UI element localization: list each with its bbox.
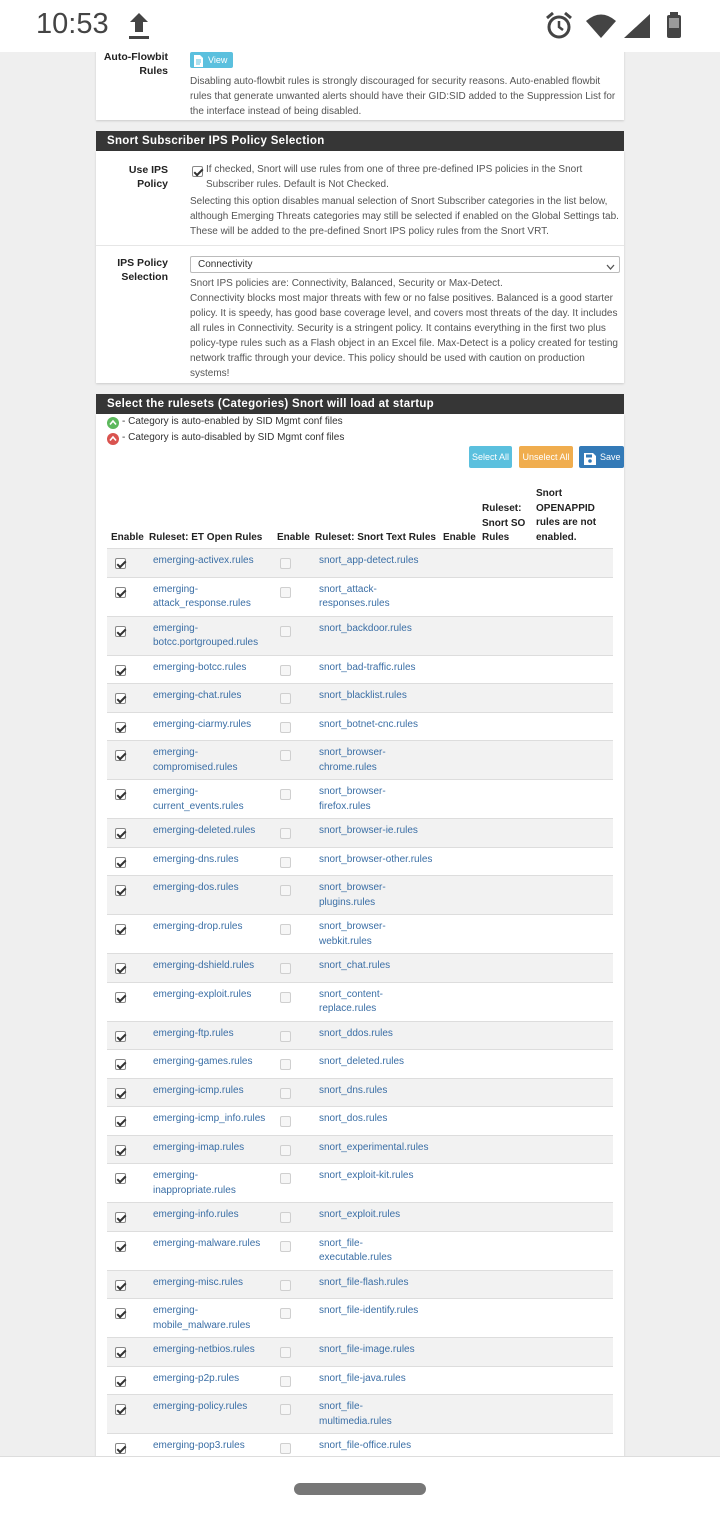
table-row bbox=[107, 1270, 613, 1300]
snort-rule-checkbox[interactable] bbox=[280, 693, 291, 704]
snort-rule-checkbox[interactable] bbox=[280, 1145, 291, 1156]
et-rule-checkbox[interactable] bbox=[115, 924, 126, 935]
unselect-all-button[interactable]: Unselect All bbox=[519, 446, 573, 468]
snort-rule-checkbox[interactable] bbox=[280, 1088, 291, 1099]
snort-rule-link-text: snort_exploit.rules bbox=[319, 1209, 401, 1220]
et-rule-checkbox[interactable] bbox=[115, 1059, 126, 1070]
snort-rule-checkbox[interactable] bbox=[280, 722, 291, 733]
et-rule-checkbox[interactable] bbox=[115, 1241, 126, 1252]
snort-rule-checkbox[interactable] bbox=[280, 857, 291, 868]
et-rule-checkbox[interactable] bbox=[115, 828, 126, 839]
table-row bbox=[107, 1049, 613, 1079]
et-rule-link-text: current_events.rules bbox=[153, 800, 244, 812]
ips-section-header: Snort Subscriber IPS Policy Selection bbox=[96, 131, 624, 151]
et-rule-link[interactable] bbox=[153, 1084, 278, 1099]
snort-rule-link-text: snort_ddos.rules bbox=[319, 1027, 393, 1039]
snort-rule-checkbox[interactable] bbox=[280, 1173, 291, 1184]
et-rule-checkbox[interactable] bbox=[115, 789, 126, 800]
snort-rule-link[interactable] bbox=[319, 1208, 449, 1223]
et-rule-checkbox[interactable] bbox=[115, 1308, 126, 1319]
ips-policy-panel bbox=[96, 151, 624, 383]
wifi-icon bbox=[584, 10, 618, 47]
et-rule-checkbox[interactable] bbox=[115, 1443, 126, 1454]
snort-rule-checkbox[interactable] bbox=[280, 1280, 291, 1291]
et-rule-link[interactable] bbox=[153, 1439, 278, 1454]
et-rule-link-text: emerging-icmp_info.rules bbox=[153, 1113, 266, 1124]
et-rule-link-text: compromised.rules bbox=[153, 761, 238, 773]
snort-rule-link-text: snort_browser-other.rules bbox=[319, 853, 433, 865]
table-row bbox=[107, 1021, 613, 1051]
et-rule-link-text: emerging-botcc.rules bbox=[153, 661, 247, 673]
et-rule-link[interactable] bbox=[153, 1304, 278, 1333]
save-label: Save bbox=[600, 452, 621, 462]
snort-rule-link-text: snort_dos.rules bbox=[319, 1113, 388, 1124]
use-ips-label: Use IPS Policy bbox=[128, 164, 168, 190]
save-button[interactable] bbox=[579, 446, 624, 468]
snort-rule-link[interactable] bbox=[319, 1055, 449, 1070]
et-rule-link[interactable] bbox=[153, 583, 278, 612]
snort-rule-checkbox[interactable] bbox=[280, 750, 291, 761]
snort-rule-link-text: executable.rules bbox=[319, 1252, 392, 1263]
snort-rule-checkbox[interactable] bbox=[280, 1031, 291, 1042]
snort-rule-link-text: snort_browser- bbox=[319, 921, 386, 932]
snort-rule-link-text: multimedia.rules bbox=[319, 1415, 392, 1427]
snort-rule-link-text: snort_botnet-cnc.rules bbox=[319, 718, 418, 730]
et-rule-link-text: emerging- bbox=[153, 786, 199, 797]
et-rule-link-text: emerging-p2p.rules bbox=[153, 1372, 240, 1384]
snort-rule-link[interactable] bbox=[319, 583, 449, 612]
et-rule-link[interactable] bbox=[153, 1343, 278, 1358]
snort-rule-link-text: chrome.rules bbox=[319, 761, 377, 773]
et-rule-checkbox[interactable] bbox=[115, 665, 126, 676]
et-rule-link-text: emerging- bbox=[153, 583, 199, 595]
table-row bbox=[107, 1078, 613, 1108]
et-rule-link-text: emerging-pop3.rules bbox=[153, 1440, 245, 1451]
et-rule-link[interactable] bbox=[153, 1276, 278, 1291]
et-rule-link[interactable] bbox=[153, 920, 278, 935]
et-rule-link[interactable] bbox=[153, 824, 278, 839]
et-rule-link-text: emerging- bbox=[153, 1170, 199, 1181]
snort-rule-link-text: snort_backdoor.rules bbox=[319, 622, 412, 634]
table-row bbox=[107, 1163, 613, 1203]
auto-flowbit-label: Auto-Flowbit Rules bbox=[103, 52, 168, 77]
navigation-bar bbox=[0, 1456, 720, 1521]
et-rule-checkbox[interactable] bbox=[115, 1145, 126, 1156]
table-row bbox=[107, 1366, 613, 1396]
auto-flowbit-panel bbox=[96, 52, 624, 120]
et-rule-link[interactable] bbox=[153, 1169, 278, 1198]
col-enable-et: Enable bbox=[111, 532, 144, 543]
snort-rule-link[interactable] bbox=[319, 1304, 449, 1319]
et-rule-link[interactable] bbox=[153, 785, 278, 814]
et-rule-checkbox[interactable] bbox=[115, 1404, 126, 1415]
battery-icon bbox=[664, 10, 684, 47]
snort-rule-link[interactable] bbox=[319, 920, 449, 949]
et-rule-link-text: emerging-info.rules bbox=[153, 1209, 239, 1220]
col-enable-snort: Enable bbox=[277, 532, 310, 543]
table-row bbox=[107, 914, 613, 954]
et-rule-checkbox[interactable] bbox=[115, 1116, 126, 1127]
snort-rule-link[interactable] bbox=[319, 1237, 449, 1266]
et-rule-checkbox[interactable] bbox=[115, 1212, 126, 1223]
snort-rule-link[interactable] bbox=[319, 718, 449, 733]
document-icon bbox=[194, 54, 203, 72]
et-rule-checkbox[interactable] bbox=[115, 885, 126, 896]
snort-rule-link[interactable] bbox=[319, 1439, 449, 1454]
legend-enabled-text: - Category is auto-enabled by SID Mgmt conf files bbox=[122, 416, 343, 427]
snort-rule-link[interactable] bbox=[319, 959, 449, 974]
snort-rule-checkbox[interactable] bbox=[280, 1241, 291, 1252]
et-rule-link-text: emerging- bbox=[153, 622, 199, 634]
snort-rule-link[interactable] bbox=[319, 1084, 449, 1099]
et-rule-checkbox[interactable] bbox=[115, 1280, 126, 1291]
et-rule-link-text: emerging-ftp.rules bbox=[153, 1027, 234, 1039]
snort-rule-link[interactable] bbox=[319, 1372, 449, 1387]
et-rule-link-text: emerging-games.rules bbox=[153, 1056, 253, 1067]
snort-rule-link-text: snort_browser- bbox=[319, 747, 386, 758]
snort-rule-checkbox[interactable] bbox=[280, 924, 291, 935]
status-bar bbox=[0, 0, 720, 52]
et-rule-link[interactable] bbox=[153, 554, 278, 569]
et-rule-link-text: attack_response.rules bbox=[153, 598, 251, 609]
snort-rule-checkbox[interactable] bbox=[280, 587, 291, 598]
et-rule-link-text: emerging-dshield.rules bbox=[153, 960, 255, 971]
auto-disabled-icon bbox=[107, 432, 119, 450]
et-rule-checkbox[interactable] bbox=[115, 1376, 126, 1387]
snort-rule-link-text: snort_browser-ie.rules bbox=[319, 825, 418, 836]
table-row bbox=[107, 779, 613, 819]
table-row bbox=[107, 1106, 613, 1136]
snort-rule-checkbox[interactable] bbox=[280, 1443, 291, 1454]
et-rule-checkbox[interactable] bbox=[115, 750, 126, 761]
et-rule-checkbox[interactable] bbox=[115, 857, 126, 868]
snort-rule-link[interactable] bbox=[319, 1400, 449, 1429]
page-content bbox=[0, 52, 720, 1456]
status-time: 10:53 bbox=[36, 8, 109, 40]
table-row bbox=[107, 1202, 613, 1232]
snort-rule-link-text: plugins.rules bbox=[319, 896, 376, 908]
et-rule-link-text: emerging-netbios.rules bbox=[153, 1344, 255, 1355]
snort-rule-checkbox[interactable] bbox=[280, 1212, 291, 1223]
legend-disabled-text: - Category is auto-disabled by SID Mgmt conf files bbox=[122, 432, 345, 443]
et-rule-link-text: emerging-ciarmy.rules bbox=[153, 718, 252, 730]
ips-policy-desc1: Snort IPS policies are: Connectivity, Balanced, Security or Max-Detect. bbox=[190, 278, 503, 289]
snort-rule-checkbox[interactable] bbox=[280, 1059, 291, 1070]
snort-rule-link-text: snort_content- bbox=[319, 988, 383, 1000]
et-rule-link-text: emerging-icmp.rules bbox=[153, 1084, 244, 1096]
et-rule-link-text: emerging-imap.rules bbox=[153, 1141, 245, 1153]
snort-rule-link-text: snort_browser- bbox=[319, 786, 386, 797]
et-rule-link-text: inappropriate.rules bbox=[153, 1184, 236, 1196]
et-rule-link[interactable] bbox=[153, 988, 278, 1003]
et-rule-checkbox[interactable] bbox=[115, 558, 126, 569]
snort-rule-link-text: snort_browser- bbox=[319, 882, 386, 893]
table-row bbox=[107, 1231, 613, 1271]
et-rule-link-text: emerging- bbox=[153, 747, 199, 758]
snort-rule-link[interactable] bbox=[319, 622, 449, 637]
snort-rule-link[interactable] bbox=[319, 689, 449, 704]
snort-rule-link-text: snort_file-java.rules bbox=[319, 1372, 406, 1384]
ips-policy-label: IPS Policy Selection bbox=[117, 257, 168, 283]
et-rule-link-text: emerging-chat.rules bbox=[153, 690, 242, 701]
snort-rule-link-text: snort_blacklist.rules bbox=[319, 690, 407, 701]
snort-rule-checkbox[interactable] bbox=[280, 992, 291, 1003]
et-rule-link-text: emerging-activex.rules bbox=[153, 555, 254, 566]
snort-rule-link-text: snort_file-flash.rules bbox=[319, 1276, 409, 1288]
home-gesture-pill[interactable] bbox=[294, 1483, 426, 1495]
snort-rule-link-text: snort_deleted.rules bbox=[319, 1056, 405, 1067]
snort-rule-link[interactable] bbox=[319, 661, 449, 676]
rulesets-section-header: Select the rulesets (Categories) Snort will load at startup bbox=[96, 394, 624, 414]
snort-rule-link-text: snort_dns.rules bbox=[319, 1084, 388, 1096]
et-rule-link-text: emerging-malware.rules bbox=[153, 1237, 261, 1249]
snort-rule-checkbox[interactable] bbox=[280, 828, 291, 839]
col-et-open-rules: Ruleset: ET Open Rules bbox=[149, 532, 263, 543]
et-rule-link[interactable] bbox=[153, 853, 278, 868]
snort-rule-link[interactable] bbox=[319, 1027, 449, 1042]
et-rule-link[interactable] bbox=[153, 1372, 278, 1387]
snort-rule-link-text: snort_exploit-kit.rules bbox=[319, 1170, 414, 1181]
table-row bbox=[107, 712, 613, 742]
use-ips-text: If checked, Snort will use rules from one of three pre-defined IPS policies in the Snort Subscriber rules. Default is Not Checked. bbox=[206, 164, 583, 190]
signal-icon bbox=[622, 10, 652, 47]
snort-rule-link-text: snort_attack- bbox=[319, 583, 377, 595]
et-rule-link[interactable] bbox=[153, 746, 278, 775]
snort-rule-link-text: firefox.rules bbox=[319, 800, 371, 812]
table-row bbox=[107, 740, 613, 780]
use-ips-checkbox[interactable] bbox=[192, 166, 203, 177]
snort-rule-link[interactable] bbox=[319, 881, 449, 910]
view-button-label: View bbox=[208, 55, 228, 65]
col-snort-text-rules: Ruleset: Snort Text Rules bbox=[315, 532, 436, 543]
et-rule-link[interactable] bbox=[153, 1400, 278, 1415]
et-rule-link-text: emerging-exploit.rules bbox=[153, 988, 252, 1000]
snort-rule-link[interactable] bbox=[319, 988, 449, 1017]
snort-rule-checkbox[interactable] bbox=[280, 1347, 291, 1358]
ips-policy-select[interactable] bbox=[190, 256, 620, 273]
table-row bbox=[107, 577, 613, 617]
snort-rule-link[interactable] bbox=[319, 1276, 449, 1291]
snort-rule-link-text: snort_experimental.rules bbox=[319, 1141, 429, 1153]
snort-rule-link-text: snort_file- bbox=[319, 1401, 363, 1412]
et-rule-link[interactable] bbox=[153, 1237, 278, 1252]
et-rule-checkbox[interactable] bbox=[115, 992, 126, 1003]
et-rule-checkbox[interactable] bbox=[115, 1031, 126, 1042]
et-rule-link-text: emerging-misc.rules bbox=[153, 1276, 244, 1288]
auto-flowbit-desc: Disabling auto-flowbit rules is strongly discouraged for security reasons. Auto-enabled flowbit rules that generate unwanted alerts should have their GID:SID added to the Suppression List for the interface instead of being disabled. bbox=[190, 76, 616, 117]
et-rule-link-text: emerging-policy.rules bbox=[153, 1401, 248, 1412]
table-row bbox=[107, 1394, 613, 1434]
snort-rule-checkbox[interactable] bbox=[280, 1376, 291, 1387]
snort-rule-link[interactable] bbox=[319, 785, 449, 814]
upload-icon bbox=[126, 10, 152, 47]
table-row bbox=[107, 818, 613, 848]
et-rule-checkbox[interactable] bbox=[115, 1088, 126, 1099]
col-openappid: Snort OPENAPPID rules are not enabled. bbox=[536, 488, 597, 543]
snort-rule-link[interactable] bbox=[319, 824, 449, 839]
et-rule-link[interactable] bbox=[153, 718, 278, 733]
snort-rule-checkbox[interactable] bbox=[280, 1116, 291, 1127]
et-rule-link-text: emerging-dos.rules bbox=[153, 882, 239, 893]
col-enable-so: Enable bbox=[443, 532, 476, 543]
divider bbox=[96, 245, 624, 246]
snort-rule-checkbox[interactable] bbox=[280, 885, 291, 896]
alarm-icon bbox=[544, 10, 574, 47]
ips-policy-value: Connectivity bbox=[198, 259, 253, 270]
snort-rule-link-text: snort_bad-traffic.rules bbox=[319, 661, 416, 673]
snort-rule-link[interactable] bbox=[319, 1112, 449, 1127]
et-rule-checkbox[interactable] bbox=[115, 963, 126, 974]
select-all-button[interactable]: Select All bbox=[469, 446, 512, 468]
et-rule-link[interactable] bbox=[153, 1055, 278, 1070]
snort-rule-checkbox[interactable] bbox=[280, 1404, 291, 1415]
snort-rule-link-text: webkit.rules bbox=[319, 935, 372, 947]
et-rule-checkbox[interactable] bbox=[115, 1347, 126, 1358]
snort-rule-link[interactable] bbox=[319, 554, 449, 569]
table-row bbox=[107, 875, 613, 915]
snort-rule-link-text: replace.rules bbox=[319, 1003, 377, 1014]
et-rule-link[interactable] bbox=[153, 1208, 278, 1223]
table-row bbox=[107, 1337, 613, 1367]
et-rule-checkbox[interactable] bbox=[115, 587, 126, 598]
snort-rule-checkbox[interactable] bbox=[280, 558, 291, 569]
snort-rule-link-text: snort_file-office.rules bbox=[319, 1440, 412, 1451]
snort-rule-link[interactable] bbox=[319, 853, 449, 868]
et-rule-link[interactable] bbox=[153, 881, 278, 896]
save-icon bbox=[584, 451, 596, 473]
view-button[interactable] bbox=[190, 52, 233, 68]
table-row bbox=[107, 953, 613, 983]
snort-rule-link[interactable] bbox=[319, 1169, 449, 1184]
et-rule-link[interactable] bbox=[153, 689, 278, 704]
table-row bbox=[107, 982, 613, 1022]
snort-rule-link[interactable] bbox=[319, 1343, 449, 1358]
snort-rule-checkbox[interactable] bbox=[280, 626, 291, 637]
snort-rule-link-text: snort_file- bbox=[319, 1237, 363, 1249]
et-rule-checkbox[interactable] bbox=[115, 1173, 126, 1184]
et-rule-checkbox[interactable] bbox=[115, 693, 126, 704]
chevron-down-icon bbox=[606, 259, 615, 277]
table-row bbox=[107, 616, 613, 656]
et-rule-link[interactable] bbox=[153, 661, 278, 676]
table-row bbox=[107, 1135, 613, 1165]
et-rule-link-text: mobile_malware.rules bbox=[153, 1319, 251, 1331]
table-row bbox=[107, 548, 613, 578]
et-rule-link[interactable] bbox=[153, 1027, 278, 1042]
snort-rule-link-text: snort_chat.rules bbox=[319, 960, 391, 971]
et-rule-link-text: emerging- bbox=[153, 1305, 199, 1316]
snort-rule-link-text: responses.rules bbox=[319, 598, 390, 609]
et-rule-link-text: emerging-deleted.rules bbox=[153, 825, 256, 836]
et-rule-link-text: botcc.portgrouped.rules bbox=[153, 637, 259, 648]
snort-rule-link[interactable] bbox=[319, 1141, 449, 1156]
table-row bbox=[107, 1433, 613, 1456]
et-rule-link[interactable] bbox=[153, 1112, 278, 1127]
snort-rule-checkbox[interactable] bbox=[280, 789, 291, 800]
table-row bbox=[107, 655, 613, 685]
table-row bbox=[107, 847, 613, 877]
et-rule-link[interactable] bbox=[153, 959, 278, 974]
snort-rule-checkbox[interactable] bbox=[280, 665, 291, 676]
use-ips-desc: Selecting this option disables manual selection of Snort Subscriber categories in the list below, although Emerging Threats categories may still be selected if enabled on the Global Settings tab. These will be added to the pre-defined Snort IPS policy rules from the Snort VRT. bbox=[190, 196, 619, 237]
et-rule-link-text: emerging-dns.rules bbox=[153, 853, 239, 865]
snort-rule-checkbox[interactable] bbox=[280, 963, 291, 974]
snort-rule-link[interactable] bbox=[319, 746, 449, 775]
snort-rule-link-text: snort_app-detect.rules bbox=[319, 555, 419, 566]
col-snort-so-rules: Ruleset: Snort SO Rules bbox=[482, 503, 526, 543]
et-rule-checkbox[interactable] bbox=[115, 722, 126, 733]
snort-rule-checkbox[interactable] bbox=[280, 1308, 291, 1319]
et-rule-link[interactable] bbox=[153, 622, 278, 651]
snort-rule-link-text: snort_file-image.rules bbox=[319, 1344, 415, 1355]
ips-policy-desc2: Connectivity blocks most major threats with few or no false positives. Balanced is a good starter policy. It is speedy, has good base coverage level, and covers most threats of the day. It includes all rules in Connectivity. Security is a stringent policy. It contains everything in the first two plus policy-type rules such as a Flash object in an Excel file. Max-Detect is a policy created for testing network traffic through your device. This policy should be used with caution on production systems! bbox=[190, 293, 618, 379]
table-row bbox=[107, 683, 613, 713]
et-rule-link-text: emerging-drop.rules bbox=[153, 921, 243, 932]
table-row bbox=[107, 1298, 613, 1338]
snort-rule-link-text: snort_file-identify.rules bbox=[319, 1305, 419, 1316]
et-rule-link[interactable] bbox=[153, 1141, 278, 1156]
et-rule-checkbox[interactable] bbox=[115, 626, 126, 637]
